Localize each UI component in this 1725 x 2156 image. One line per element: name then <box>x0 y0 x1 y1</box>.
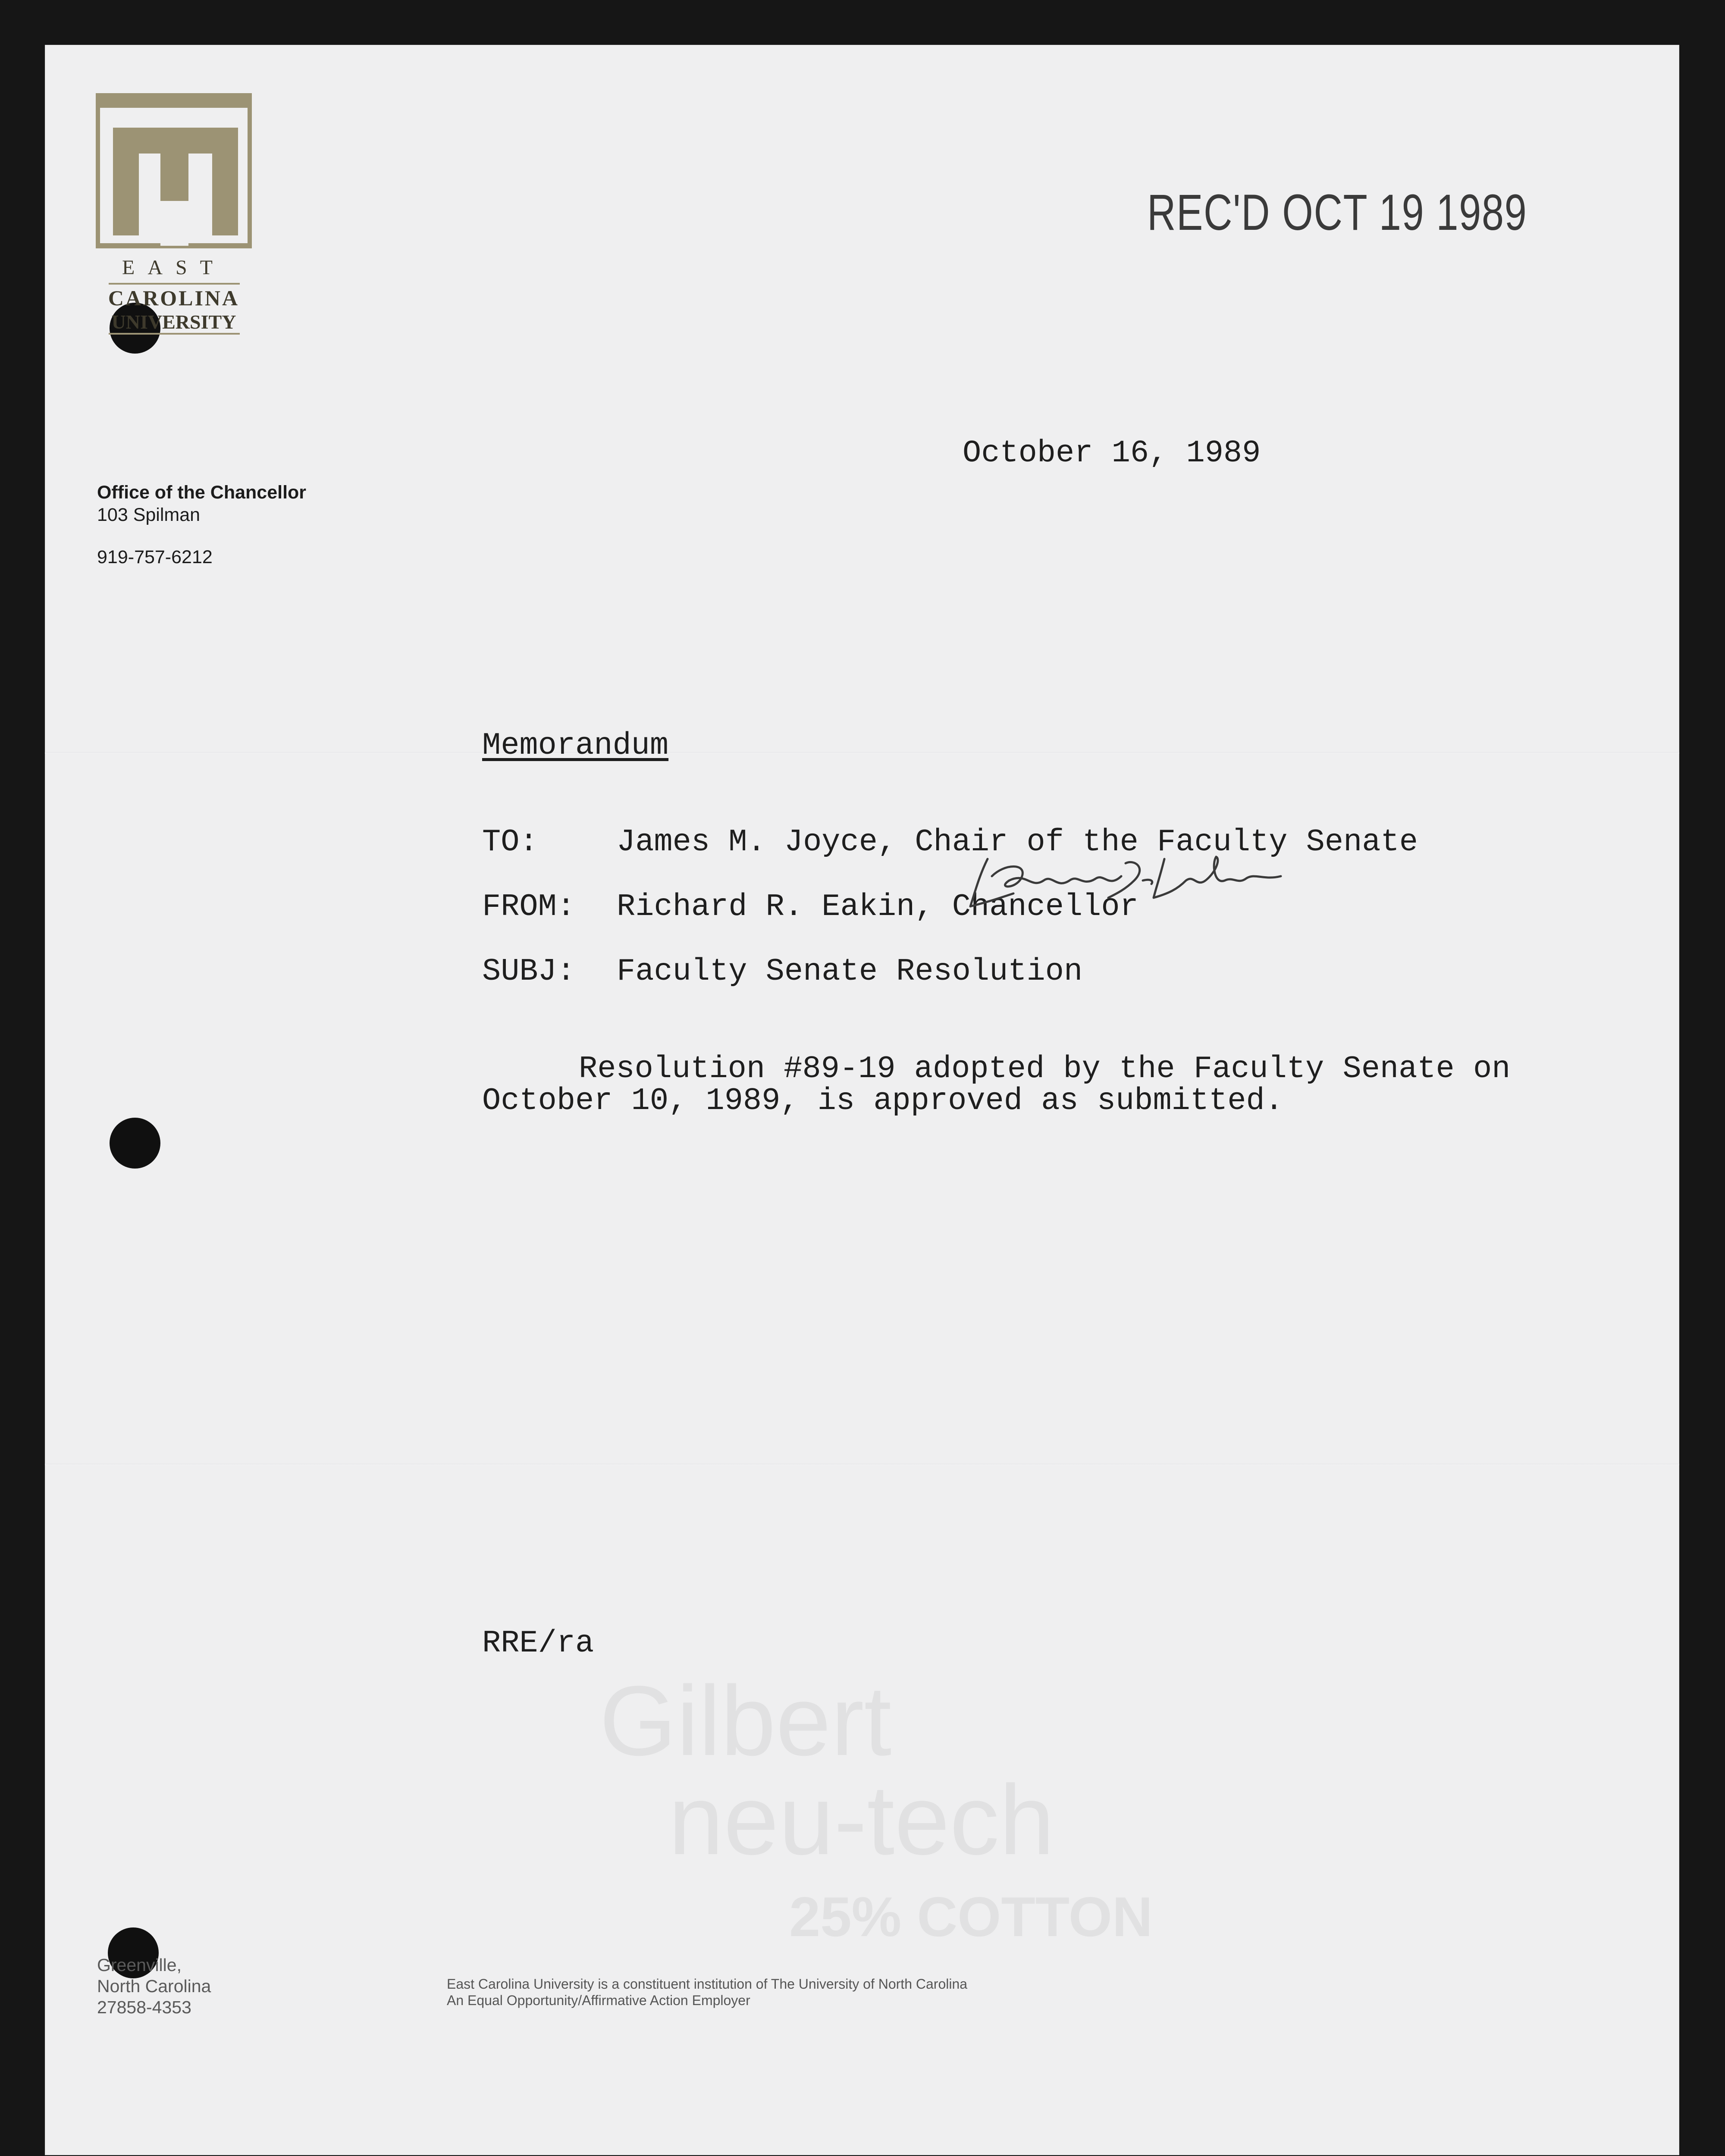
paper-watermark <box>599 1669 1229 1971</box>
logo-word-east: EAST <box>122 256 226 279</box>
footer-state: North Carolina <box>97 1976 211 1996</box>
office-phone: 919-757-6212 <box>97 547 213 567</box>
punch-hole <box>110 1118 160 1169</box>
body-line-2: October 10, 1989, is approved as submitted. <box>482 1083 1283 1119</box>
to-label: TO: <box>482 824 538 860</box>
university-logo <box>96 93 252 335</box>
letter-date: October 16, 1989 <box>963 436 1261 471</box>
body-line-1: Resolution #89-19 adopted by the Faculty Senate on <box>579 1051 1511 1087</box>
footer-note-line-2: An Equal Opportunity/Affirmative Action Employer <box>447 1993 750 2008</box>
logo-word-university: UNIVERSITY <box>111 311 236 333</box>
typist-initials: RRE/ra <box>482 1626 594 1661</box>
watermark-line-1: Gilbert <box>599 1669 892 1776</box>
watermark-line-3: 25% COTTON <box>789 1885 1153 1948</box>
memo-heading: Memorandum <box>482 728 669 763</box>
footer-note-line-1: East Carolina University is a constituent institution of The University of North Carolina <box>447 1976 968 1992</box>
from-value: Richard R. Eakin, Chancellor <box>617 889 1138 924</box>
to-value: James M. Joyce, Chair of the Faculty Senate <box>617 824 1418 860</box>
received-stamp: REC'D OCT 19 1989 <box>1147 184 1527 241</box>
footer-city: Greenville, <box>97 1955 182 1975</box>
office-title: Office of the Chancellor <box>97 482 307 503</box>
subject-label: SUBJ: <box>482 954 576 989</box>
from-label: FROM: <box>482 889 576 924</box>
subject-value: Faculty Senate Resolution <box>617 954 1083 989</box>
paper-fold-line <box>45 752 1679 754</box>
footer-note <box>447 1976 967 2009</box>
handwritten-signature <box>962 850 1289 915</box>
footer-zip: 27858-4353 <box>97 1997 191 2017</box>
watermark-line-2: neu-tech <box>668 1764 1055 1875</box>
paper-fold-line <box>45 1463 1679 1465</box>
footer-address <box>97 1955 211 2018</box>
logo-word-carolina: CAROLINA <box>108 286 240 310</box>
office-address: 103 Spilman <box>97 505 201 525</box>
